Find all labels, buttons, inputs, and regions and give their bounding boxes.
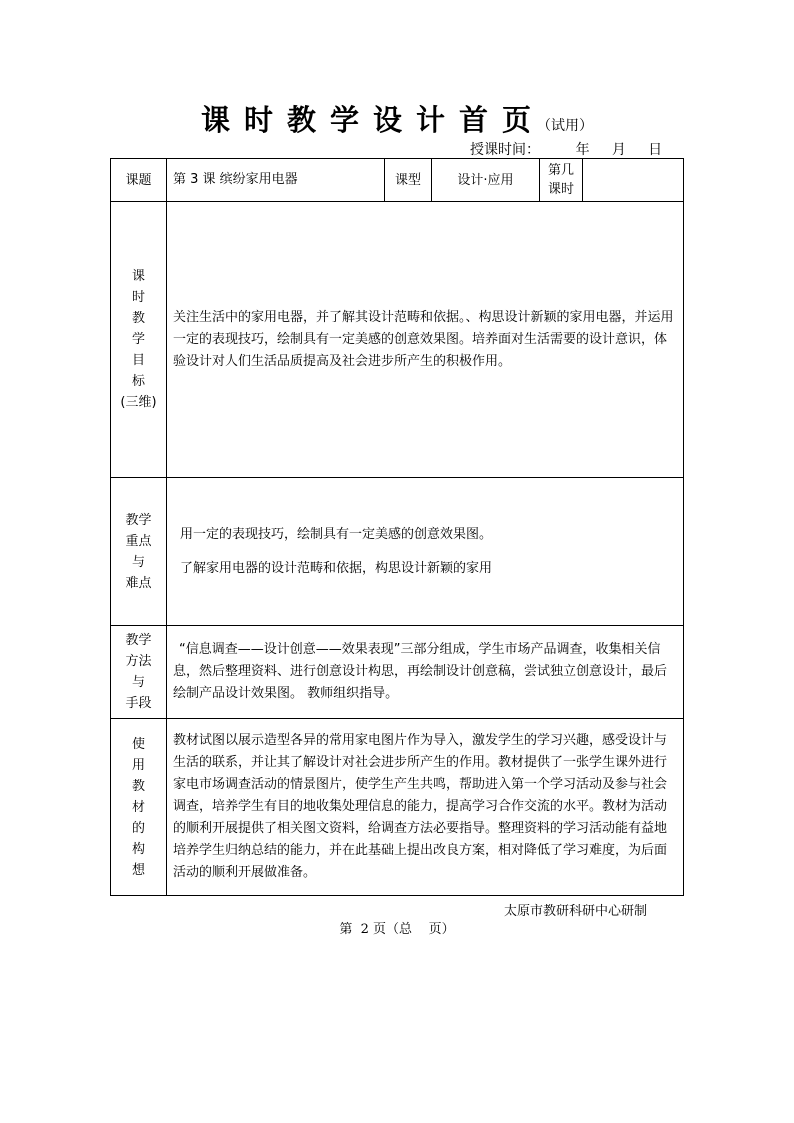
objectives-label-char: 目 xyxy=(131,353,145,368)
objectives-label-char: 时 xyxy=(131,290,145,305)
key-points-label-line: 教学 xyxy=(125,512,152,528)
title-main: 课时教学设计首页 xyxy=(200,103,545,137)
methods-label-line: 与 xyxy=(131,675,145,690)
page-title xyxy=(0,98,794,139)
methods-label-line: 教学 xyxy=(125,633,152,648)
page-number: 第 2 页（总 页） xyxy=(339,922,455,937)
title-note: （试用） xyxy=(537,118,593,134)
period-label xyxy=(540,159,583,202)
topic-value: 第 3 课 缤纷家用电器 xyxy=(167,159,385,202)
objectives-label-char: 标 xyxy=(131,374,145,389)
objectives-label xyxy=(111,202,167,478)
period-value xyxy=(583,159,684,202)
objectives-label-char: 教 xyxy=(131,311,145,326)
materials-text: 教材试图以展示造型各异的常用家电图片作为导入，激发学生的学习兴趣，感受设计与生活的联系，并让其了解设计对社会进步所产生的作用。教材提供了一张学生课外进行家电市场调查活动的情景图片，使学生产生共鸣，帮助进入第一个学习活动及参与社会调查，培养学生有目的地收集处理信息的能力，提高学习合作交流的水平。教材为活动的顺利开展提供了相关图文资料，给调查方法必要指导。整理资料的学习活动能有益地培养学生归纳总结的能力，并在此基础上提出改良方案，相对降低了学习难度，为后面活动的顺利开展做准备。 xyxy=(167,719,684,896)
objectives-label-char: 学 xyxy=(131,332,145,347)
materials-label-char: 材 xyxy=(131,799,145,815)
methods-label-line: 方法 xyxy=(125,654,152,669)
key-points-label xyxy=(111,478,167,626)
materials-label-char: 用 xyxy=(131,757,145,773)
objectives-label-char: 课 xyxy=(131,269,145,284)
difficulty-line: 了解家用电器的设计范畴和依据，构思设计新颖的家用 xyxy=(180,560,493,576)
date-label: 授课时间： 年 月 日 xyxy=(470,142,663,158)
key-point-line: 用一定的表现技巧，绘制具有一定美感的创意效果图。 xyxy=(180,526,493,542)
key-points-label-line: 难点 xyxy=(125,575,152,591)
row-objectives xyxy=(111,202,684,478)
methods-text: “信息调查——设计创意——效果表现”三部分组成，学生市场产品调查，收集相关信息，然后整理资料、进行创意设计构思，再绘制设计创意稿，尝试独立创意设计，最后绘制产品设计效果图。 教师组织指导。 xyxy=(167,626,684,719)
period-label-line2: 课时 xyxy=(547,182,574,197)
objectives-label-char: (三维) xyxy=(120,395,157,410)
row-methods xyxy=(111,626,684,719)
key-points-content xyxy=(167,478,684,626)
materials-label xyxy=(111,719,167,896)
methods-label-line: 手段 xyxy=(125,696,152,711)
footer-org: 太原市教研科研中心研制 xyxy=(504,904,648,919)
lesson-type-value: 设计·应用 xyxy=(432,159,540,202)
materials-label-char: 构 xyxy=(131,841,145,857)
row-key-points xyxy=(111,478,684,626)
objectives-text: 关注生活中的家用电器，并了解其设计范畴和依据。、构思设计新颖的家用电器，并运用一定的表现技巧，绘制具有一定美感的创意效果图。培养面对生活需要的设计意识，体验设计对人们生活品质提高及社会进步所产生的积极作用。 xyxy=(167,202,684,478)
lesson-design-table xyxy=(110,158,684,896)
key-points-label-line: 重点 xyxy=(125,533,152,549)
materials-label-char: 使 xyxy=(131,736,145,752)
materials-label-char: 教 xyxy=(131,778,145,794)
period-label-line1: 第几 xyxy=(547,163,574,178)
row-materials xyxy=(111,719,684,896)
lesson-type-label: 课型 xyxy=(385,159,432,202)
row-topic xyxy=(111,159,684,202)
materials-label-char: 想 xyxy=(131,862,145,878)
key-points-label-line: 与 xyxy=(131,554,145,570)
methods-label xyxy=(111,626,167,719)
topic-label: 课题 xyxy=(111,159,167,202)
materials-label-char: 的 xyxy=(131,820,145,836)
